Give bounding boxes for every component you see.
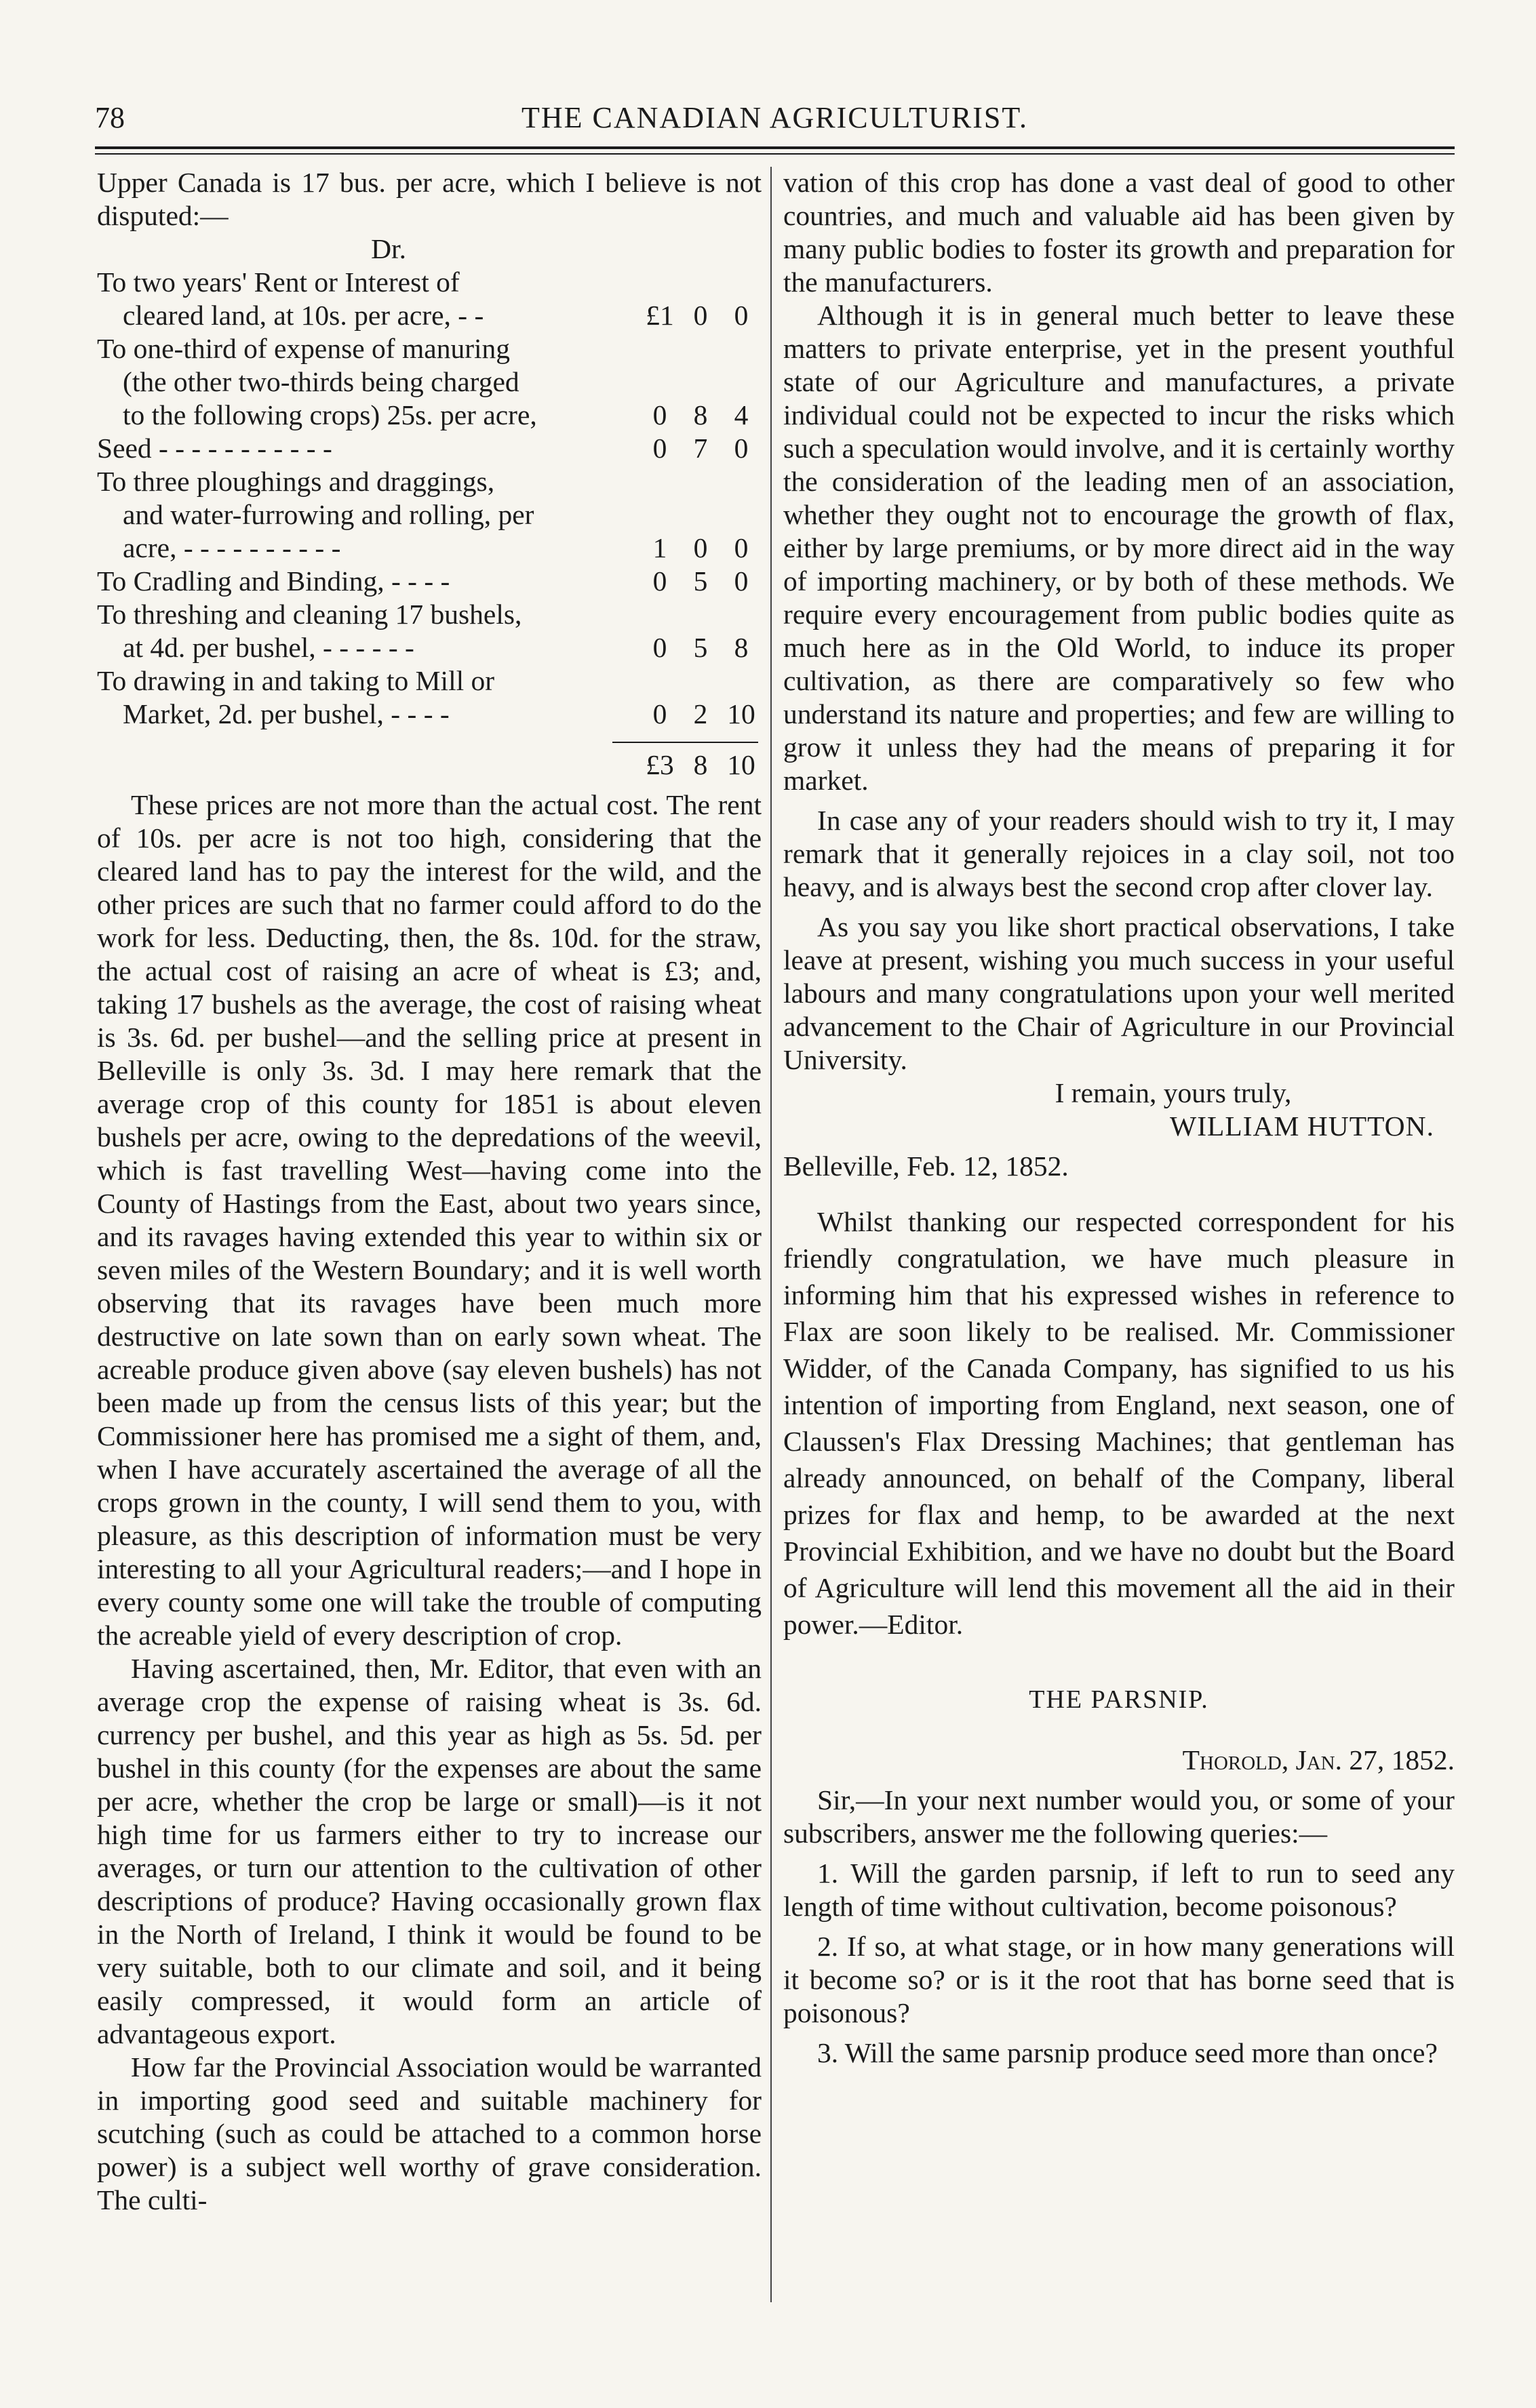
- shillings: 0: [693, 300, 708, 331]
- paragraph: Having ascertained, then, Mr. Editor, that even with an average crop the expense of raising wheat is 3s. 6d. currency per bushel, and this year as high as 5s. 5d. per bushel in this county (for the expenses are about the same per acre, whether the crop be large or small)—is it not high time for us farmers either to try to increase our averages, or turn our attention to the cultivation of other descriptions of produce? Having occasionally grown flax in the North of Ireland, I think it would be found to be very suitable, both to our climate and soil, and it being easily compressed, it would form an article of advantageous export.: [97, 1653, 762, 2049]
- pounds: 0: [652, 698, 667, 729]
- paragraph: Although it is in general much better to leave these matters to private enterprise, yet in the present youthful state of our Agriculture and manufactures, a private individual could not be expected to incur the risks which such a speculation would involve, and it is certainly worthy the consideration of the leading men of an association, whether they ought not to encourage the growth of flax, either by large premiums, or by more direct aid in the way of importing machinery, or by both of these methods. We require every encouragement from public bodies quite as much here as in the Old World, to induce its proper cultivation, as there are comparatively so few who understand its nature and properties; and few are willing to grow it unless they had the means of preparing it for market.: [783, 300, 1455, 796]
- account-desc: To three ploughings and draggings,: [97, 466, 495, 497]
- dateline: Thorold, Jan. 27, 1852.: [1182, 1744, 1455, 1775]
- page-header: [95, 100, 1455, 141]
- account-desc: acre, - - - - - - - - - -: [123, 532, 341, 563]
- account-desc: To two years' Rent or Interest of: [97, 266, 460, 298]
- pence: 4: [734, 399, 749, 430]
- account-desc: Seed - - - - - - - - - - -: [97, 433, 332, 464]
- paragraph: In case any of your readers should wish to try it, I may remark that it generally rejoices in a clay soil, not too heavy, and is always best the second crop after clover lay.: [783, 805, 1455, 902]
- query-2: 2. If so, at what stage, or in how many generations will it become so? or is it the root that has borne seed that is poisonous?: [783, 1931, 1455, 2028]
- pence: 10: [727, 698, 755, 729]
- account-row: [97, 266, 762, 332]
- account-total: [97, 748, 762, 782]
- shillings: 0: [693, 532, 708, 563]
- shillings: 7: [693, 433, 708, 464]
- page-number: 78: [95, 101, 125, 134]
- left-column: [97, 166, 762, 2217]
- paragraph: As you say you like short practical observations, I take leave at present, wishing you much success in your useful labours and many congratulations upon your well merited advancement to the Chair of Agriculture in our Provincial University.: [783, 911, 1455, 1075]
- account-desc: cleared land, at 10s. per acre, - -: [123, 300, 484, 331]
- letter-signature: WILLIAM HUTTON.: [1170, 1110, 1434, 1142]
- shillings: 5: [693, 565, 708, 597]
- account-row: [97, 432, 762, 465]
- query-1: 1. Will the garden parsnip, if left to run to seed any length of time without cultivation, become poisonous?: [783, 1858, 1455, 1922]
- editor-note: Whilst thanking our respected correspondent for his friendly congratulation, we have much pleasure in informing him that his expressed wishes in reference to Flax are soon likely to be realised. Mr. Commissioner Widder, of the Canada Company, has signified to us his intention of importing from England, next season, one of Claussen's Flax Dressing Machines; that gentleman has already announced, on behalf of the Company, liberal prizes for flax and hemp, to be awarded at the next Provincial Exhibition, and we have no doubt but the Board of Agriculture will lend this movement all the aid in their power.—Editor.: [783, 1206, 1455, 1640]
- paragraph: How far the Provincial Association would be warranted in importing good seed and suitable machinery for scutching (such as could be attached to a common horse power) is a subject well worthy of grave consideration. The culti-: [97, 2051, 762, 2215]
- account-desc: Market, 2d. per bushel, - - - -: [123, 698, 450, 729]
- pounds: £1: [646, 300, 674, 331]
- column-divider: [770, 167, 772, 2302]
- place-date: Belleville, Feb. 12, 1852.: [783, 1150, 1069, 1182]
- debit-label: Dr.: [371, 233, 406, 264]
- header-rule-thin: [95, 153, 1455, 155]
- total-pounds: £3: [646, 749, 674, 780]
- pounds: 0: [652, 433, 667, 464]
- account-row: [97, 565, 762, 598]
- pounds: 0: [652, 632, 667, 663]
- pounds: 1: [652, 532, 667, 563]
- account-row: [97, 465, 762, 565]
- salutation-paragraph: Sir,—In your next number would you, or some of your subscribers, answer me the following queries:—: [783, 1784, 1455, 1849]
- pence: 0: [734, 532, 749, 563]
- shillings: 5: [693, 632, 708, 663]
- account-desc: at 4d. per bushel, - - - - - -: [123, 632, 414, 663]
- paragraph: These prices are not more than the actual cost. The rent of 10s. per acre is not too high, considering that the cleared land has to pay the interest for the wild, and the other prices are such that no farmer could afford to do the work for less. Deducting, then, the 8s. 10d. for the straw, the actual cost of raising an acre of wheat is £3; and, taking 17 bushels as the average, the cost of raising wheat is 3s. 6d. per bushel—and the selling price at present in Belleville is only 3s. 3d. I may here remark that the average crop of this county for 1851 is about eleven bushels per acre, owing to the depredations of the weevil, which is fast travelling West—having come into the County of Hastings from the East, about two years since, and its ravages having extended this year to within six or seven miles of the Western Boundary; and it is well worth observing that its ravages have been much more destructive on late sown than on early sown wheat. The acreable produce given above (say eleven bushels) has not been made up from the census lists of this year; but the Commissioner here has promised me a sight of them, and, when I have accurately ascertained the average of all the crops grown in the county, I will send them to you, with pleasure, as this description of information must be very interesting to all your Agricultural readers;—and I hope in every county some one will take the trouble of computing the acreable yield of every description of crop.: [97, 789, 762, 1651]
- cost-account: [97, 266, 762, 782]
- total-pence: 10: [727, 749, 755, 780]
- shillings: 2: [693, 698, 708, 729]
- letter-signoff: I remain, yours truly,: [1055, 1077, 1292, 1108]
- pence: 8: [734, 632, 749, 663]
- total-shillings: 8: [693, 749, 708, 780]
- account-desc: (the other two-thirds being charged: [123, 366, 519, 397]
- account-desc: To threshing and cleaning 17 bushels,: [97, 599, 522, 630]
- section-title: THE PARSNIP.: [1029, 1685, 1209, 1714]
- account-row: [97, 664, 762, 731]
- shillings: 8: [693, 399, 708, 430]
- account-desc: To Cradling and Binding, - - - -: [97, 565, 450, 597]
- running-head: THE CANADIAN AGRICULTURIST.: [521, 101, 1028, 134]
- header-rule: [95, 146, 1455, 149]
- query-3: 3. Will the same parsnip produce seed more than once?: [817, 2037, 1438, 2068]
- paragraph: vation of this crop has done a vast deal of good to other countries, and much and valuable aid has been given by many public bodies to foster its growth and preparation for the manufacturers.: [783, 167, 1455, 298]
- account-row: [97, 598, 762, 664]
- right-column: [783, 166, 1455, 2070]
- pounds: 0: [652, 399, 667, 430]
- pence: 0: [734, 300, 749, 331]
- intro-text: Upper Canada is 17 bus. per acre, which I believe is not disputed:—: [97, 167, 762, 231]
- account-desc: To one-third of expense of manuring: [97, 333, 511, 364]
- account-row: [97, 332, 762, 432]
- total-rule: [612, 742, 758, 743]
- account-desc: and water-furrowing and rolling, per: [123, 499, 534, 530]
- pence: 0: [734, 433, 749, 464]
- account-desc: To drawing in and taking to Mill or: [97, 665, 495, 696]
- account-desc: to the following crops) 25s. per acre,: [123, 399, 537, 430]
- pence: 0: [734, 565, 749, 597]
- pounds: 0: [652, 565, 667, 597]
